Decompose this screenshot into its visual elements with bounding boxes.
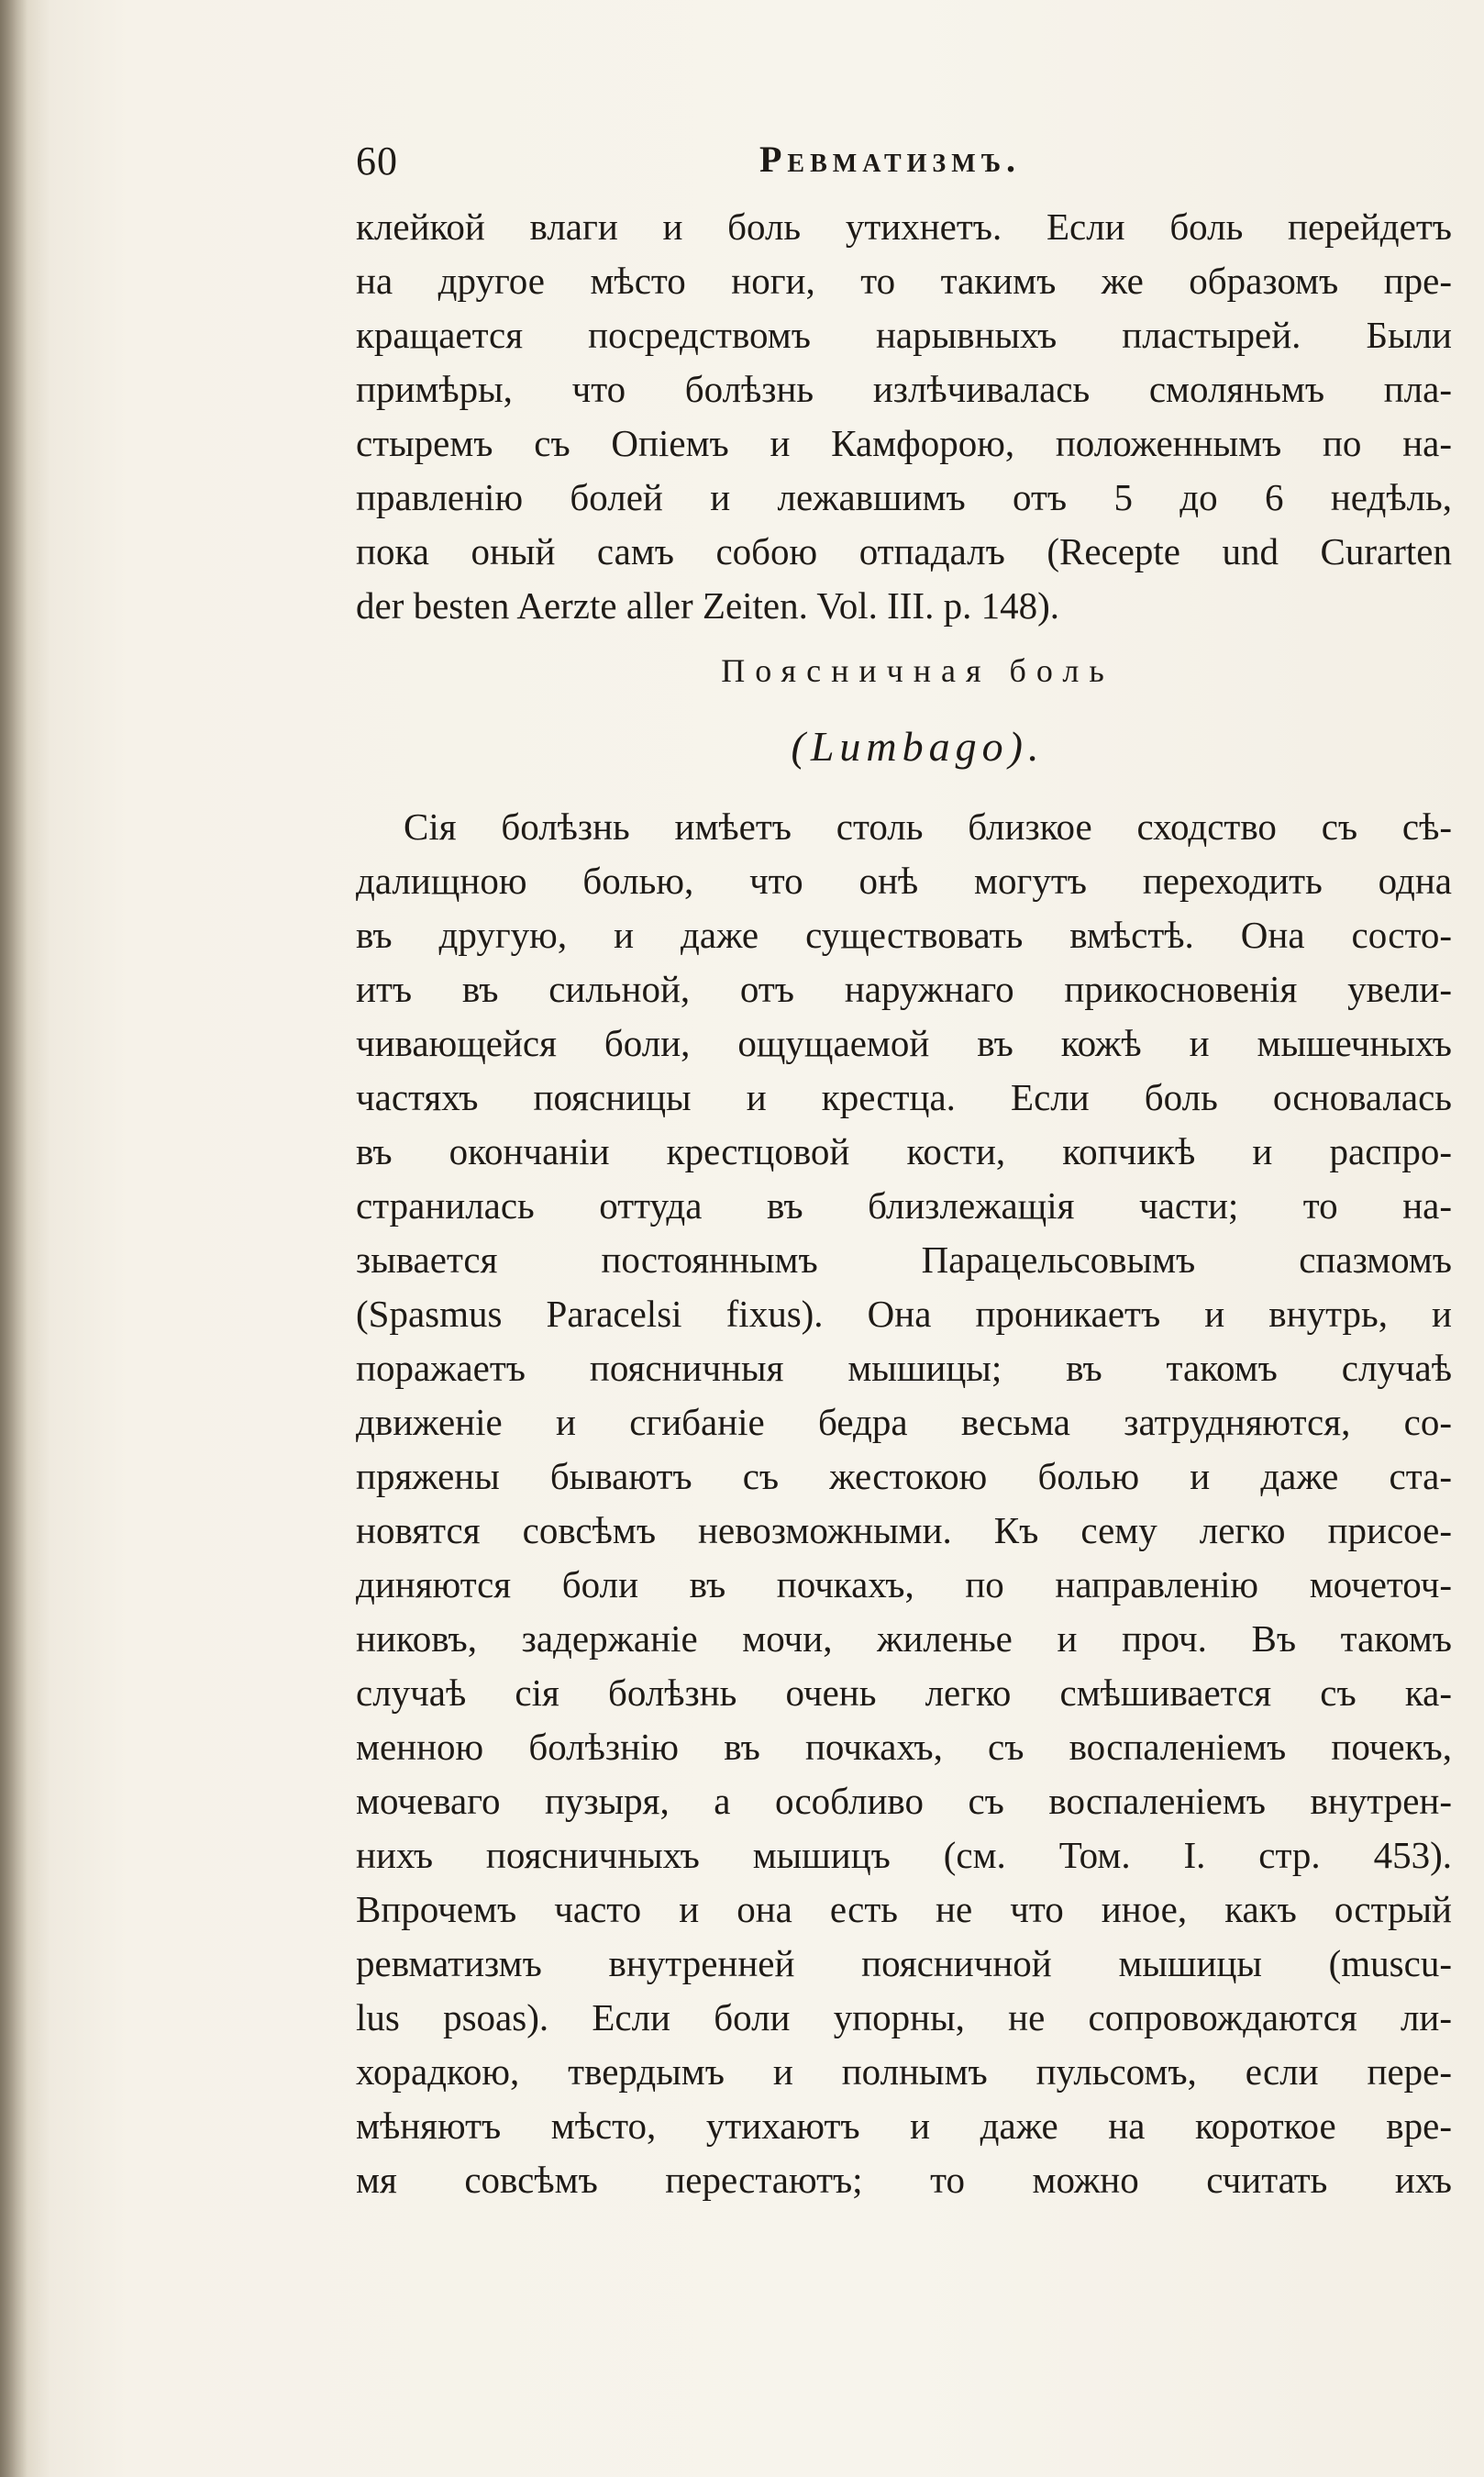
text-line: менною болѣзнію въ почкахъ, съ воспаленіемъ почекъ,	[356, 1726, 1452, 1768]
text-line: частяхъ поясницы и крестца. Если боль основалась	[356, 1076, 1452, 1118]
text-line: итъ въ сильной, отъ наружнаго прикосновенія увели-	[356, 968, 1452, 1010]
text-line: новятся совсѣмъ невозможными. Къ сему легко присое-	[356, 1509, 1452, 1551]
text-line: lus psoas). Если боли упорны, не сопровождаются ли-	[356, 1996, 1452, 2038]
text-line: далищною болью, что онѣ могутъ переходить одна	[356, 860, 1452, 902]
text-line: кращается посредствомъ нарывныхъ пластырей. Были	[356, 314, 1452, 356]
text-line: движеніе и сгибаніе бедра весьма затрудняются, со-	[356, 1401, 1452, 1443]
text-line: нихъ поясничныхъ мышицъ (см. Том. I. стр. 453).	[356, 1834, 1452, 1876]
text-line: клейкой влаги и боль утихнетъ. Если боль перейдетъ	[356, 205, 1452, 248]
text-line: въ другую, и даже существовать вмѣстѣ. Она состо-	[356, 914, 1452, 956]
section-heading: Поясничная боль	[721, 652, 1114, 689]
text-line: диняются боли въ почкахъ, по направленію мочеточ-	[356, 1563, 1452, 1605]
text-line: странилась оттуда въ близлежащія части; то на-	[356, 1184, 1452, 1227]
text-line: пока оный самъ собою отпадалъ (Recepte und Curarten	[356, 530, 1452, 572]
text-line: хорадкою, твердымъ и полнымъ пульсомъ, если пере-	[356, 2050, 1452, 2093]
text-line: ревматизмъ внутренней поясничной мышицы (muscu-	[356, 1942, 1452, 1984]
text-line: стыремъ съ Опіемъ и Камфорою, положеннымъ по на-	[356, 422, 1452, 464]
text-line: пряжены бываютъ съ жестокою болью и даже ста-	[356, 1455, 1452, 1497]
text-line: зывается постояннымъ Парацельсовымъ спазмомъ	[356, 1238, 1452, 1281]
text-line: въ окончаніи крестцовой кости, копчикѣ и распро-	[356, 1130, 1452, 1172]
text-line: никовъ, задержаніе мочи, жиленье и проч. Въ такомъ	[356, 1617, 1452, 1660]
paragraph-lumbago	[356, 800, 1452, 2207]
section-latin-name: (Lumbago).	[791, 723, 1045, 770]
text-line: мя совсѣмъ перестаютъ; то можно считать ихъ	[356, 2159, 1452, 2201]
text-line: мѣняютъ мѣсто, утихаютъ и даже на короткое вре-	[356, 2105, 1452, 2147]
text-line: мочеваго пузыря, а особливо съ воспаленіемъ внутрен-	[356, 1780, 1452, 1822]
text-line: правленію болей и лежавшимъ отъ 5 до 6 недѣль,	[356, 476, 1452, 518]
text-line: на другое мѣсто ноги, то такимъ же образомъ пре-	[356, 260, 1452, 302]
body-text	[356, 200, 1452, 2207]
binding-shadow	[0, 0, 28, 2477]
text-line: der besten Aerzte aller Zeiten. Vol. III. p. 148).	[356, 584, 1059, 627]
text-line: чивающейся боли, ощущаемой въ кожѣ и мышечныхъ	[356, 1022, 1452, 1064]
paragraph-continued	[356, 200, 1452, 633]
page-header	[356, 138, 1452, 193]
page-number: 60	[356, 139, 398, 183]
text-line: примѣры, что болѣзнь излѣчивалась смоляньмъ пла-	[356, 368, 1452, 410]
text-line: Сія болѣзнь имѣетъ столь близкое сходство съ сѣ-	[404, 805, 1452, 848]
text-line: (Spasmus Paracelsi fixus). Она проникаетъ и внутрь, и	[356, 1293, 1452, 1335]
text-line: поражаетъ поясничныя мышицы; въ такомъ случаѣ	[356, 1347, 1452, 1389]
running-title: Ревматизмъ.	[759, 139, 1022, 180]
text-line: Впрочемъ часто и она есть не что иное, какъ острый	[356, 1888, 1452, 1930]
text-line: случаѣ сія болѣзнь очень легко смѣшивается съ ка-	[356, 1672, 1452, 1714]
